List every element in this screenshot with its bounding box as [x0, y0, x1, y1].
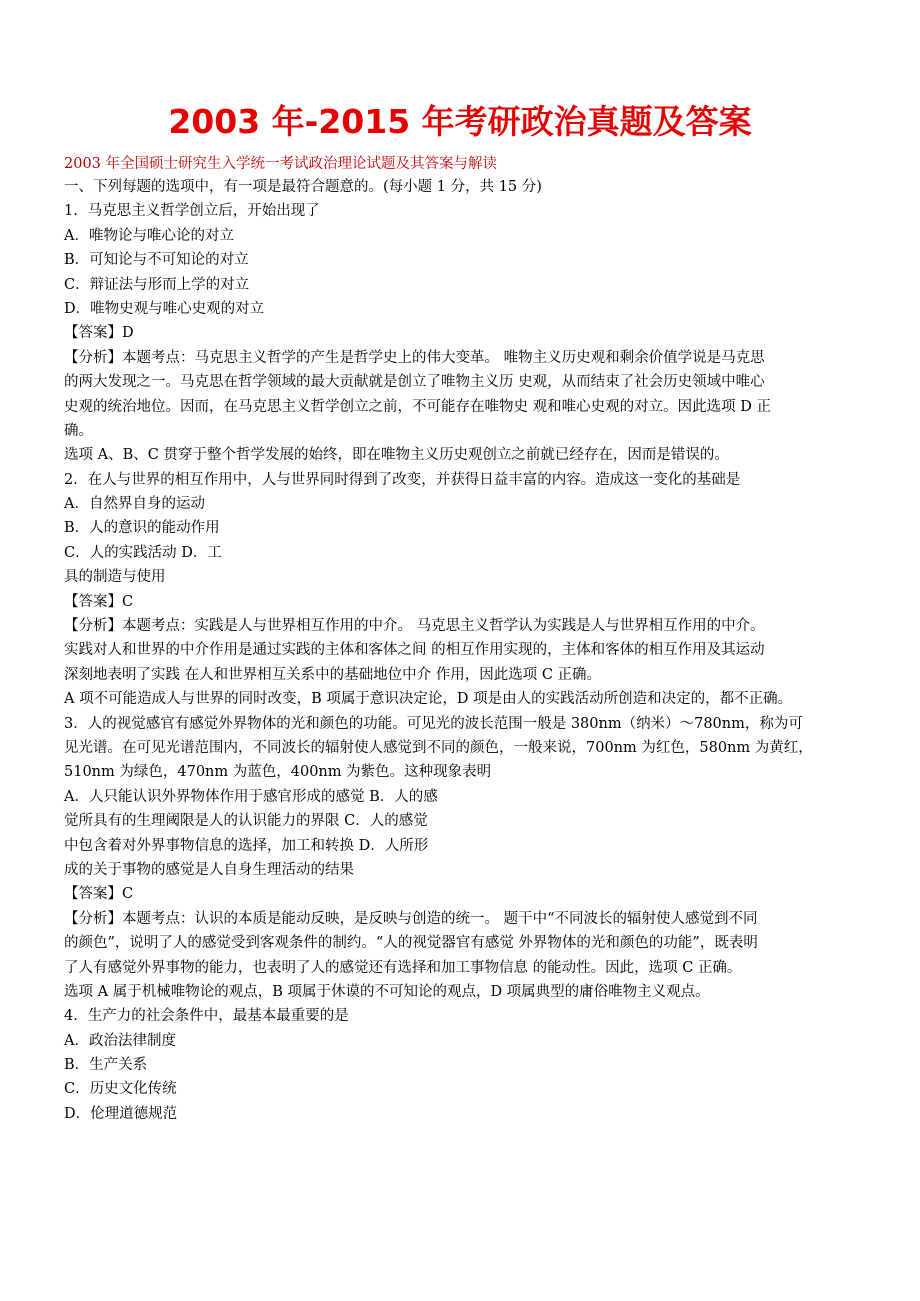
text-line: 选项 A 属于机械唯物论的观点，B 项属于休谟的不可知论的观点，D 项属典型的庸俗唯物主义观点。 — [64, 983, 710, 1000]
text-line: 深刻地表明了实践 在人和世界相互关系中的基础地位中介 作用，因此选项 C 正确。 — [64, 666, 602, 683]
text-line: C．历史文化传统 — [64, 1081, 177, 1098]
text-line: B．人的意识的能动作用 — [64, 520, 220, 537]
text-line: 1．马克思主义哲学创立后，开始出现了 — [64, 203, 320, 220]
text-line: 3．人的视觉感官有感觉外界物体的光和颜色的功能。可见光的波长范围一般是 380nm（纳米）～780nm，称为可 — [64, 715, 803, 732]
text-line: 史观的统治地位。因而，在马克思主义哲学创立之前，不可能存在唯物史 观和唯心史观的对立。因此选项 D 正 — [64, 398, 771, 415]
text-line: 觉所具有的生理阈限是人的认识能力的界限 C．人的感觉 — [64, 813, 428, 830]
text-line: 中包含着对外界事物信息的选择，加工和转换 D．人所形 — [64, 837, 429, 854]
text-line: B．生产关系 — [64, 1057, 148, 1074]
text-line: 510nm 为绿色，470nm 为蓝色，400nm 为紫色。这种现象表明 — [64, 764, 492, 781]
document-body — [64, 175, 864, 1126]
text-line: 见光谱。在可见光谱范围内，不同波长的辐射使人感觉到不同的颜色，一般来说，700nm 为红色，580nm 为黄红， — [64, 739, 813, 756]
text-line: A．人只能认识外界物体作用于感官形成的感觉 B．人的感 — [64, 788, 438, 805]
text-line: 了人有感觉外界事物的能力，也表明了人的感觉还有选择和加工事物信息 的能动性。因此，选项 C 正确。 — [64, 959, 742, 976]
text-line: 具的制造与使用 — [64, 569, 166, 586]
text-line: 成的关于事物的感觉是人自身生理活动的结果 — [64, 861, 354, 878]
text-line: 【分析】本题考点：认识的本质是能动反映，是反映与创造的统一。 题干中“不同波长的辐射使人感觉到不同 — [64, 910, 758, 927]
text-line: A 项不可能造成人与世界的同时改变，B 项属于意识决定论，D 项是由人的实践活动所创造和决定的，都不正确。 — [64, 691, 793, 708]
text-line: 【答案】C — [64, 593, 134, 610]
text-line: 实践对人和世界的中介作用是通过实践的主体和客体之间 的相互作用实现的，主体和客体的相互作用及其运动 — [64, 642, 765, 659]
text-line: 的颜色”，说明了人的感觉受到客观条件的制约。“人的视觉器官有感觉 外界物体的光和颜色的功能”，既表明 — [64, 935, 758, 952]
text-line: C．人的实践活动 D．工 — [64, 544, 222, 561]
text-line: A．自然界自身的运动 — [64, 496, 205, 513]
text-line: B．可知论与不可知论的对立 — [64, 252, 249, 269]
text-line: 确。 — [64, 422, 93, 439]
text-line: D．唯物史观与唯心史观的对立 — [64, 300, 265, 317]
text-line: C．辩证法与形而上学的对立 — [64, 276, 250, 293]
text-line: 选项 A、B、C 贯穿于整个哲学发展的始终，即在唯物主义历史观创立之前就已经存在，因而是错误的。 — [64, 447, 729, 464]
text-line: A．唯物论与唯心论的对立 — [64, 227, 234, 244]
document-title: 2003 年-2015 年考研政治真题及答案 — [168, 102, 752, 141]
text-line: A．政治法律制度 — [64, 1032, 176, 1049]
exam-subtitle: 2003 年全国硕士研究生入学统一考试政治理论试题及其答案与解读 — [64, 156, 498, 172]
text-line: 【分析】本题考点：实践是人与世界相互作用的中介。 马克思主义哲学认为实践是人与世界相互作用的中介。 — [64, 618, 765, 635]
text-line: 4．生产力的社会条件中，最基本最重要的是 — [64, 1008, 349, 1025]
text-line: 一、下列每题的选项中，有一项是最符合题意的。(每小题 1 分，共 15 分) — [64, 179, 542, 195]
text-line: 2．在人与世界的相互作用中，人与世界同时得到了改变，并获得日益丰富的内容。造成这一变化的基础是 — [64, 471, 741, 488]
text-line: 【答案】C — [64, 886, 134, 903]
text-line: 【分析】本题考点：马克思主义哲学的产生是哲学史上的伟大变革。 唯物主义历史观和剩余价值学说是马克思 — [64, 349, 765, 366]
text-line: 的两大发现之一。马克思在哲学领域的最大贡献就是创立了唯物主义历 史观，从而结束了社会历史领域中唯心 — [64, 374, 765, 391]
text-line: 【答案】D — [64, 325, 134, 342]
text-line: D．伦理道德规范 — [64, 1105, 178, 1122]
